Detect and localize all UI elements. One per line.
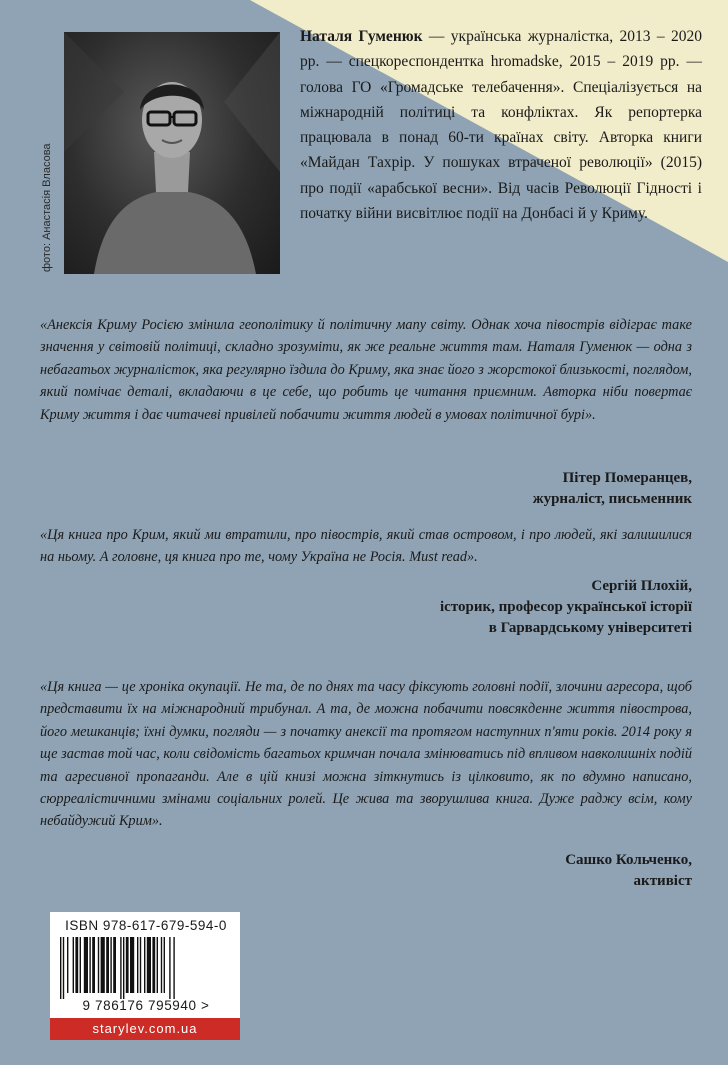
review-author-1 (533, 468, 692, 510)
isbn-barcode-box (50, 912, 240, 1018)
review-author-1-role: журналіст, письменник (532, 491, 692, 507)
review-quote-1: «Анексія Криму Росією змінила геополітику й політичну мапу світу. Однак хоча півострів відіграє таке значення у світовій політиці, складно зрозуміти, як же реальне життя там. Наталя Гуменюк — одна з небагатьох журналісток, яка регулярно їздила до Криму, яка знає його з жорстокої близькості, поглядом, який помічає деталі, вкладаючи в це себе, що робить це читання приємним. Авторка ніби повертає Криму життя і дає читачеві привілей побачити життя людей в умовах політичної бурі». (40, 317, 692, 423)
photo-credit: фото: Анастасія Власова (41, 143, 53, 272)
review-author-1-name: Пітер Померанцев, (562, 470, 692, 486)
publisher-website[interactable]: starylev.com.ua (50, 1018, 240, 1040)
author-bio (300, 24, 702, 226)
review-author-3-name: Сашко Кольченко, (565, 852, 692, 868)
review-quote-3: «Ця книга — це хроніка окупації. Не та, де по днях та часу фіксують головні події, злочини агресора, щоб представити їх на міжнародний трибунал. А та, де можна побачити повсякденне життя півострова, його мешканців; їхні думки, погляди — з початку анексії та протягом наступних п'яти років. 2014 року я ще застав той час, коли свідомість багатьох кримчан почала змінюватись під впливом навколишніх подій та агресивної пропаганди. Але в цій книзі можна зіткнутись із цілковито, як по вдумно написано, сюрреалістичними змінами соціальних ролей. Це жива та зворушлива книга. Дуже раджу всім, кому небайдужий Крим». (40, 679, 692, 830)
review-quote-2: «Ця книга про Крим, який ми втратили, про півострів, який став островом, і про людей, які залишилися на ньому. А головне, ця книга про те, чому Україна не Росія. Must read». (40, 527, 692, 566)
isbn-label: ISBN 978-617-679-594-0 (65, 918, 227, 933)
review-author-2-name: Сергій Плохій, (591, 578, 692, 594)
review-author-3 (565, 850, 692, 892)
barcode-icon (58, 937, 232, 999)
bio-text: — українська журналістка, 2013 – 2020 рр. — спецкореспондентка hromadske, 2015 – 2019 рр. — голова ГО «Громадське телебачення». Спеціалізується на міжнародній політиці та конфліктах. Як репортерка працювала в понад 60-ти країнах світу. Авторка книги «Майдан Тахрір. У пошуках втраченої революції» (2015) про події «арабської весни». Від часів Революції Гідності і початку війни висвітлює події на Донбасі й у Криму. (300, 28, 702, 223)
review-author-2-affiliation: в Гарвардському університеті (488, 620, 692, 636)
review-author-2 (440, 576, 692, 639)
author-photo (64, 32, 280, 274)
barcode-digits: 9 786176 795940 > (82, 998, 210, 1013)
review-author-2-role: історик, професор української історії (440, 599, 692, 615)
author-name: Наталя Гуменюк (300, 28, 423, 45)
review-author-3-role: активіст (633, 873, 692, 889)
